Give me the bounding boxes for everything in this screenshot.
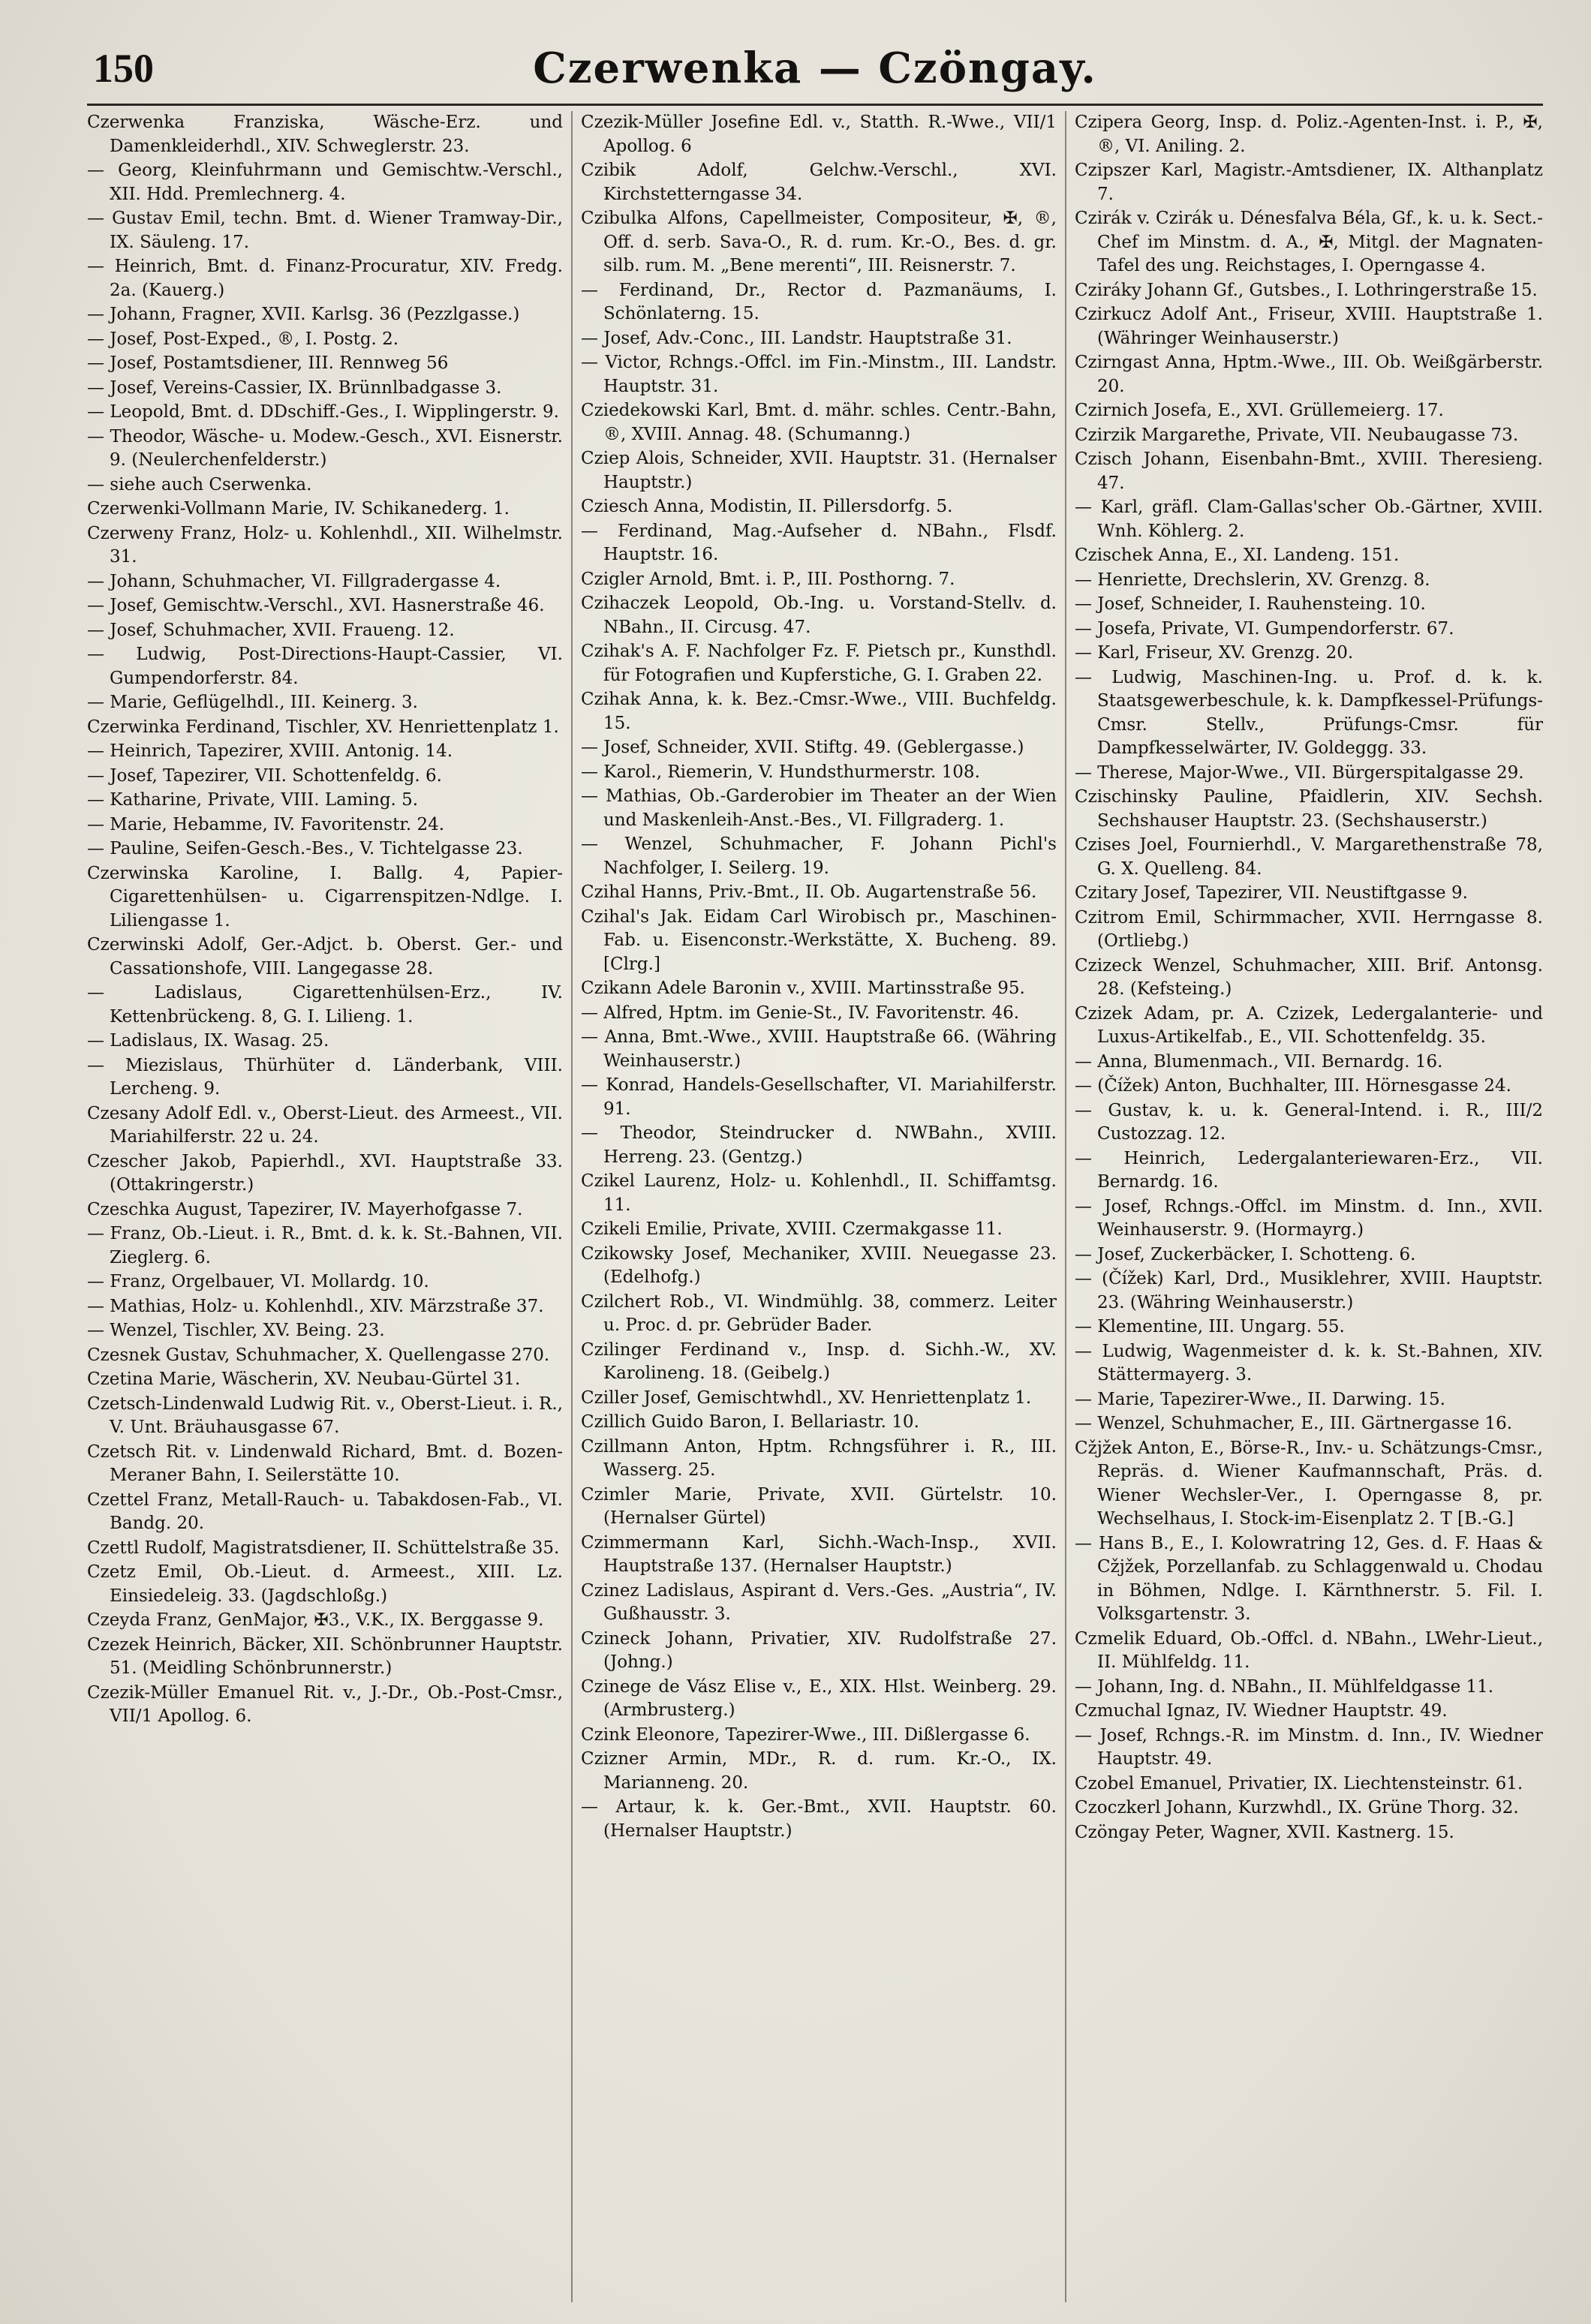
directory-entry: — Karl, Friseur, XV. Grenzg. 20.	[1075, 643, 1354, 663]
page-number: 150	[93, 46, 154, 91]
directory-entry: — Heinrich, Bmt. d. Finanz-Procuratur, XIV. Fredg. 2a. (Kauerg.)	[87, 257, 563, 300]
directory-entry: — Ludwig, Maschinen-Ing. u. Prof. d. k. k. Staatsgewerbeschule, k. k. Dampfkessel-Prüfungs-Cmsr. Stellv., Prüfungs-Cmsr. für Dampfkesselwärter, IV. Goldeggg. 33.	[1075, 667, 1543, 758]
directory-entry: Czeschka August, Tapezirer, IV. Mayerhofgasse 7.	[87, 1199, 523, 1219]
directory-entry: Czerwenki-Vollmann Marie, IV. Schikanederg. 1.	[87, 499, 510, 519]
directory-entry: Czizner Armin, MDr., R. d. rum. Kr.-O., IX. Marianneng. 20.	[581, 1749, 1057, 1793]
directory-entry: Czezek Heinrich, Bäcker, XII. Schönbrunner Hauptstr. 51. (Meidling Schönbrunnerstr.)	[87, 1634, 563, 1678]
directory-entry: Czirngast Anna, Hptm.-Wwe., III. Ob. Weißgärberstr. 20.	[1075, 353, 1543, 396]
directory-entry: — Josef, Rchngs.-Offcl. im Minstm. d. Inn., XVII. Weinhauserstr. 9. (Hormayrg.)	[1075, 1196, 1543, 1240]
directory-entry: — Gustav, k. u. k. General-Intend. i. R., III/2 Custozzag. 12.	[1075, 1100, 1543, 1144]
directory-entry: Cziep Alois, Schneider, XVII. Hauptstr. 31. (Hernalser Hauptstr.)	[581, 449, 1057, 492]
directory-entry: — Wenzel, Tischler, XV. Being. 23.	[87, 1321, 385, 1340]
running-head: Czerwenka — Czöngay.	[533, 44, 1097, 93]
directory-entry: — Johann, Fragner, XVII. Karlsg. 36 (Pezzlgasse.)	[87, 305, 520, 324]
directory-entry: Czetz Emil, Ob.-Lieut. d. Armeest., XIII. Lz. Einsiedeleig. 33. (Jagdschloßg.)	[87, 1562, 563, 1606]
directory-entry: Czerwinska Karoline, I. Ballg. 4, Papier-Cigarettenhülsen- u. Cigarrenspitzen-Ndlge. I. Liliengasse 1.	[87, 863, 563, 931]
directory-entry: — Wenzel, Schuhmacher, E., III. Gärtnergasse 16.	[1075, 1414, 1513, 1433]
directory-entry: Czimmermann Karl, Sichh.-Wach-Insp., XVII. Hauptstraße 137. (Hernalser Hauptstr.)	[581, 1532, 1057, 1576]
column-right	[1075, 111, 1543, 2302]
directory-entry: Czerweny Franz, Holz- u. Kohlenhdl., XII. Wilhelmstr. 31.	[87, 523, 563, 567]
directory-entry: Czesnek Gustav, Schuhmacher, X. Quellengasse 270.	[87, 1345, 550, 1365]
column-middle	[581, 111, 1057, 2302]
directory-entry: — Mathias, Ob.-Garderobier im Theater an der Wien und Maskenleih-Anst.-Bes., VI. Fillgraderg. 1.	[581, 786, 1057, 830]
directory-entry: Czesany Adolf Edl. v., Oberst-Lieut. des Armeest., VII. Mariahilferstr. 22 u. 24.	[87, 1103, 563, 1147]
directory-entry: Czinege de Vász Elise v., E., XIX. Hlst. Weinberg. 29. (Armbrusterg.)	[581, 1676, 1057, 1720]
directory-entry: Czihak Anna, k. k. Bez.-Cmsr.-Wwe., VIII. Buchfeldg. 15.	[581, 690, 1057, 733]
directory-entry: — Artaur, k. k. Ger.-Bmt., XVII. Hauptstr. 60. (Hernalser Hauptstr.)	[581, 1797, 1057, 1841]
directory-entry: Cžjžek Anton, E., Börse-R., Inv.- u. Schätzungs-Cmsr., Repräs. d. Wiener Kaufmannschaft, Präs. d. Wiener Wechsler-Ver., I. Operngasse 8, pr. Wechselhaus, I. Stock-im-Eisenplatz 2. T [B.-G.]	[1075, 1438, 1543, 1529]
directory-entry: — Theodor, Wäsche- u. Modew.-Gesch., XVI. Eisnerstr. 9. (Neulerchenfelderstr.)	[87, 426, 563, 470]
column-divider	[1065, 111, 1066, 2302]
directory-entry: Czetina Marie, Wäscherin, XV. Neubau-Gürtel 31.	[87, 1369, 521, 1389]
directory-entry: Czillich Guido Baron, I. Bellariastr. 10.	[581, 1412, 919, 1432]
directory-entry: Czikel Laurenz, Holz- u. Kohlenhdl., II. Schiffamtsg. 11.	[581, 1171, 1057, 1215]
directory-entry: — Ferdinand, Dr., Rector d. Pazmanäums, I. Schönlaterng. 15.	[581, 280, 1057, 323]
directory-entry: Czineck Johann, Privatier, XIV. Rudolfstraße 27. (Johng.)	[581, 1628, 1057, 1672]
directory-entry: — Therese, Major-Wwe., VII. Bürgerspitalgasse 29.	[1075, 762, 1524, 783]
directory-entry: Czikowsky Josef, Mechaniker, XVIII. Neuegasse 23. (Edelhofg.)	[581, 1243, 1057, 1287]
directory-entry: — Gustav Emil, techn. Bmt. d. Wiener Tramway-Dir., IX. Säuleng. 17.	[87, 209, 563, 252]
directory-entry: — Ladislaus, Cigarettenhülsen-Erz., IV. Kettenbrückeng. 8, G. I. Lilieng. 1.	[87, 983, 563, 1027]
directory-entry: — Miezislaus, Thürhüter d. Länderbank, VIII. Lercheng. 9.	[87, 1055, 563, 1099]
directory-entry: — Franz, Ob.-Lieut. i. R., Bmt. d. k. k. St.-Bahnen, VII. Zieglerg. 6.	[87, 1224, 563, 1267]
directory-entry: — Ludwig, Post-Directions-Haupt-Cassier, VI. Gumpendorferstr. 84.	[87, 645, 563, 688]
directory-columns	[87, 111, 1543, 2302]
directory-entry: — Marie, Tapezirer-Wwe., II. Darwing. 15.	[1075, 1389, 1445, 1409]
directory-entry: Czihaczek Leopold, Ob.-Ing. u. Vorstand-Stellv. d. NBahn., II. Circusg. 47.	[581, 594, 1057, 637]
directory-entry: Czmelik Eduard, Ob.-Offcl. d. NBahn., LWehr-Lieut., II. Mühlfeldg. 11.	[1075, 1628, 1543, 1672]
directory-entry: Czitary Josef, Tapezirer, VII. Neustiftgasse 9.	[1075, 883, 1468, 903]
directory-entry: Czipera Georg, Insp. d. Poliz.-Agenten-Inst. i. P., ✠, ®, VI. Aniling. 2.	[1075, 113, 1543, 156]
directory-entry: Czezik-Müller Emanuel Rit. v., J.-Dr., Ob.-Post-Cmsr., VII/1 Apollog. 6.	[87, 1682, 563, 1726]
directory-entry: — (Čížek) Karl, Drd., Musiklehrer, XVIII. Hauptstr. 23. (Währing Weinhauserstr.)	[1075, 1269, 1543, 1312]
directory-entry: — (Čížek) Anton, Buchhalter, III. Hörnesgasse 24.	[1075, 1076, 1511, 1096]
directory-entry: — Josef, Schuhmacher, XVII. Fraueng. 12.	[87, 620, 455, 640]
directory-entry: — Josefa, Private, VI. Gumpendorferstr. 67.	[1075, 618, 1454, 639]
directory-entry: — Heinrich, Tapezirer, XVIII. Antonig. 14.	[87, 741, 453, 761]
directory-entry: — Franz, Orgelbauer, VI. Mollardg. 10.	[87, 1272, 429, 1291]
directory-entry: — Johann, Schuhmacher, VI. Fillgradergasse 4.	[87, 571, 501, 591]
directory-entry: Czmuchal Ignaz, IV. Wiedner Hauptstr. 49.	[1075, 1701, 1448, 1721]
directory-entry: — Pauline, Seifen-Gesch.-Bes., V. Tichtelgasse 23.	[87, 839, 523, 858]
directory-entry: — Karl, gräfl. Clam-Gallas'scher Ob.-Gärtner, XVIII. Wnh. Köhlerg. 2.	[1075, 498, 1543, 541]
directory-entry: Czihal's Jak. Eidam Carl Wirobisch pr., Maschinen-Fab. u. Eisenconstr.-Werkstätte, X. Bucheng. 89. [Clrg.]	[581, 906, 1057, 974]
directory-entry: Cziesch Anna, Modistin, II. Pillersdorfg. 5.	[581, 497, 953, 516]
column-left	[87, 111, 563, 2302]
directory-entry: Czetsch Rit. v. Lindenwald Richard, Bmt. d. Bozen-Meraner Bahn, I. Seilerstätte 10.	[87, 1442, 563, 1485]
column-divider	[571, 111, 573, 2302]
directory-entry: Czerwinka Ferdinand, Tischler, XV. Henriettenplatz 1.	[87, 717, 559, 737]
directory-entry: Czinez Ladislaus, Aspirant d. Vers.-Ges. „Austria“, IV. Gußhausstr. 3.	[581, 1580, 1057, 1624]
page-header	[87, 39, 1543, 106]
directory-entry: Czettel Franz, Metall-Rauch- u. Tabakdosen-Fab., VI. Bandg. 20.	[87, 1490, 563, 1533]
directory-entry: — Katharine, Private, VIII. Laming. 5.	[87, 790, 419, 810]
directory-entry: Czilchert Rob., VI. Windmühlg. 38, commerz. Leiter u. Proc. d. pr. Gebrüder Bader.	[581, 1291, 1057, 1335]
directory-entry: Czilinger Ferdinand v., Insp. d. Sichh.-W., XV. Karolineng. 18. (Geibelg.)	[581, 1339, 1057, 1383]
directory-entry: — Theodor, Steindrucker d. NWBahn., XVIII. Herreng. 23. (Gentzg.)	[581, 1123, 1057, 1167]
directory-entry: Czerwenka Franziska, Wäsche-Erz. und Damenkleiderhdl., XIV. Schweglerstr. 23.	[87, 113, 563, 156]
directory-entry: — Hans B., E., I. Kolowratring 12, Ges. d. F. Haas & Cžjžek, Porzellanfab. zu Schlaggenwald u. Chodau in Böhmen, Ndlge. I. Kärnthnerstr. 5. Fil. I. Volksgartenstr. 3.	[1075, 1533, 1543, 1624]
directory-entry: — Georg, Kleinfuhrmann und Gemischtw.-Verschl., XII. Hdd. Premlechnerg. 4.	[87, 161, 563, 204]
directory-entry: Czettl Rudolf, Magistratsdiener, II. Schüttelstraße 35.	[87, 1538, 560, 1558]
directory-entry: Czizeck Wenzel, Schuhmacher, XIII. Brif. Antonsg. 28. (Kefsteing.)	[1075, 955, 1543, 999]
directory-entry: — siehe auch Cserwenka.	[87, 474, 312, 495]
directory-entry: Czöngay Peter, Wagner, XVII. Kastnerg. 15.	[1075, 1822, 1454, 1842]
directory-entry: — Wenzel, Schuhmacher, F. Johann Pichl's Nachfolger, I. Seilerg. 19.	[581, 834, 1057, 878]
directory-entry: — Anna, Bmt.-Wwe., XVIII. Hauptstraße 66. (Währing Weinhauserstr.)	[581, 1027, 1057, 1071]
directory-entry: — Heinrich, Ledergalanteriewaren-Erz., VII. Bernardg. 16.	[1075, 1148, 1543, 1192]
directory-entry: — Josef, Schneider, XVII. Stiftg. 49. (Geblergasse.)	[581, 738, 1024, 757]
directory-entry: Czigler Arnold, Bmt. i. P., III. Posthorng. 7.	[581, 569, 955, 589]
directory-entry: — Ferdinand, Mag.-Aufseher d. NBahn., Flsdf. Hauptstr. 16.	[581, 521, 1057, 564]
directory-entry: Czihal Hanns, Priv.-Bmt., II. Ob. Augartenstraße 56.	[581, 882, 1037, 902]
directory-entry: — Josef, Gemischtw.-Verschl., XVI. Hasnerstraße 46.	[87, 596, 545, 615]
directory-entry: Czeyda Franz, GenMajor, ✠3., V.K., IX. Berggasse 9.	[87, 1610, 544, 1630]
directory-entry: Czobel Emanuel, Privatier, IX. Liechtensteinstr. 61.	[1075, 1773, 1523, 1793]
directory-entry: — Josef, Postamtsdiener, III. Rennweg 56	[87, 353, 449, 373]
directory-entry: Czisch Johann, Eisenbahn-Bmt., XVIII. Theresieng. 47.	[1075, 449, 1543, 493]
directory-entry: Czikann Adele Baronin v., XVIII. Martinsstraße 95.	[581, 979, 1025, 998]
directory-entry: Czizek Adam, pr. A. Czizek, Ledergalanterie- und Luxus-Artikelfab., E., VII. Schottenfeldg. 35.	[1075, 1003, 1543, 1047]
directory-entry: Czezik-Müller Josefine Edl. v., Statth. R.-Wwe., VII/1 Apollog. 6	[581, 113, 1057, 156]
directory-entry: — Josef, Vereins-Cassier, IX. Brünnlbadgasse 3.	[87, 377, 502, 398]
directory-entry: — Josef, Adv.-Conc., III. Landstr. Hauptstraße 31.	[581, 328, 1012, 348]
directory-entry: Czillmann Anton, Hptm. Rchngsführer i. R., III. Wasserg. 25.	[581, 1436, 1057, 1480]
directory-entry: — Josef, Schneider, I. Rauhensteing. 10.	[1075, 594, 1426, 614]
directory-entry: Czimler Marie, Private, XVII. Gürtelstr. 10. (Hernalser Gürtel)	[581, 1484, 1057, 1528]
directory-entry: Cziráky Johann Gf., Gutsbes., I. Lothringerstraße 15.	[1075, 280, 1538, 300]
directory-entry: — Ludwig, Wagenmeister d. k. k. St.-Bahnen, XIV. Stättermayerg. 3.	[1075, 1341, 1543, 1384]
directory-entry: Czirnich Josefa, E., XVI. Grüllemeierg. 17.	[1075, 401, 1444, 420]
directory-entry: — Leopold, Bmt. d. DDschiff.-Ges., I. Wipplingerstr. 9.	[87, 402, 559, 422]
directory-entry: — Ladislaus, IX. Wasag. 25.	[87, 1031, 329, 1051]
directory-entry: Czises Joel, Fournierhdl., V. Margarethenstraße 78, G. X. Quelleng. 84.	[1075, 835, 1543, 879]
directory-entry: Cziller Josef, Gemischtwhdl., XV. Henriettenplatz 1.	[581, 1387, 1032, 1408]
directory-entry: Czischinsky Pauline, Pfaidlerin, XIV. Sechsh. Sechshauser Hauptstr. 23. (Sechshauserstr.)	[1075, 787, 1543, 831]
directory-entry: — Josef, Post-Exped., ®, I. Postg. 2.	[87, 329, 399, 349]
directory-entry: — Henriette, Drechslerin, XV. Grenzg. 8.	[1075, 570, 1430, 590]
directory-entry: Czirák v. Czirák u. Dénesfalva Béla, Gf., k. u. k. Sect.-Chef im Minstm. d. A., ✠, Mitgl. der Magnaten-Tafel des ung. Reichstages, I. Operngasse 4.	[1075, 209, 1543, 275]
directory-entry: Czink Eleonore, Tapezirer-Wwe., III. Dißlergasse 6.	[581, 1724, 1030, 1745]
directory-entry: Czihak's A. F. Nachfolger Fz. F. Pietsch pr., Kunsthdl. für Fotografien und Kupferstiche, G. I. Graben 22.	[581, 642, 1057, 685]
directory-entry: — Marie, Geflügelhdl., III. Keinerg. 3.	[87, 693, 418, 712]
directory-entry: — Konrad, Handels-Gesellschafter, VI. Mariahilferstr. 91.	[581, 1075, 1057, 1119]
directory-entry: — Mathias, Holz- u. Kohlenhdl., XIV. Märzstraße 37.	[87, 1296, 544, 1316]
directory-entry: Czescher Jakob, Papierhdl., XVI. Hauptstraße 33. (Ottakringerstr.)	[87, 1151, 563, 1195]
directory-entry: — Klementine, III. Ungarg. 55.	[1075, 1317, 1345, 1336]
directory-entry: — Josef, Rchngs.-R. im Minstm. d. Inn., IV. Wiedner Hauptstr. 49.	[1075, 1725, 1543, 1769]
directory-entry: Czirkucz Adolf Ant., Friseur, XVIII. Hauptstraße 1. (Währinger Weinhauserstr.)	[1075, 305, 1543, 348]
directory-entry: Czoczkerl Johann, Kurzwhdl., IX. Grüne Thorg. 32.	[1075, 1798, 1519, 1817]
directory-entry: — Josef, Tapezirer, VII. Schottenfeldg. 6.	[87, 765, 442, 786]
directory-entry: Czischek Anna, E., XI. Landeng. 151.	[1075, 546, 1400, 565]
directory-entry: — Johann, Ing. d. NBahn., II. Mühlfeldgasse 11.	[1075, 1676, 1494, 1697]
directory-entry: Czibik Adolf, Gelchw.-Verschl., XVI. Kirchstetterngasse 34.	[581, 161, 1057, 204]
directory-entry: Czikeli Emilie, Private, XVIII. Czermakgasse 11.	[581, 1219, 1003, 1239]
directory-entry: Czetsch-Lindenwald Ludwig Rit. v., Oberst-Lieut. i. R., V. Unt. Bräuhausgasse 67.	[87, 1393, 563, 1437]
directory-entry: — Alfred, Hptm. im Genie-St., IV. Favoritenstr. 46.	[581, 1003, 1020, 1023]
directory-entry: — Victor, Rchngs.-Offcl. im Fin.-Minstm., III. Landstr. Hauptstr. 31.	[581, 353, 1057, 396]
directory-entry: — Karol., Riemerin, V. Hundsthurmerstr. 108.	[581, 762, 980, 782]
directory-entry: Cziedekowski Karl, Bmt. d. mähr. schles. Centr.-Bahn, ®, XVIII. Annag. 48. (Schumanng.)	[581, 401, 1057, 444]
directory-entry: — Josef, Zuckerbäcker, I. Schotteng. 6.	[1075, 1244, 1416, 1264]
directory-entry: — Anna, Blumenmach., VII. Bernardg. 16.	[1075, 1051, 1443, 1072]
directory-entry: Czerwinski Adolf, Ger.-Adjct. b. Oberst. Ger.- und Cassationshofe, VIII. Langegasse 28.	[87, 935, 563, 979]
directory-entry: — Marie, Hebamme, IV. Favoritenstr. 24.	[87, 814, 445, 834]
directory-entry: Czirzik Margarethe, Private, VII. Neubaugasse 73.	[1075, 425, 1519, 445]
directory-entry: Czitrom Emil, Schirmmacher, XVII. Herrngasse 8. (Ortliebg.)	[1075, 907, 1543, 951]
directory-entry: Czibulka Alfons, Capellmeister, Compositeur, ✠, ®, Off. d. serb. Sava-O., R. d. rum. Kr.-O., Bes. d. gr. silb. rum. M. „Bene merenti“, III. Reisnerstr. 7.	[581, 209, 1057, 275]
directory-entry: Czipszer Karl, Magistr.-Amtsdiener, IX. Althanplatz 7.	[1075, 161, 1543, 204]
